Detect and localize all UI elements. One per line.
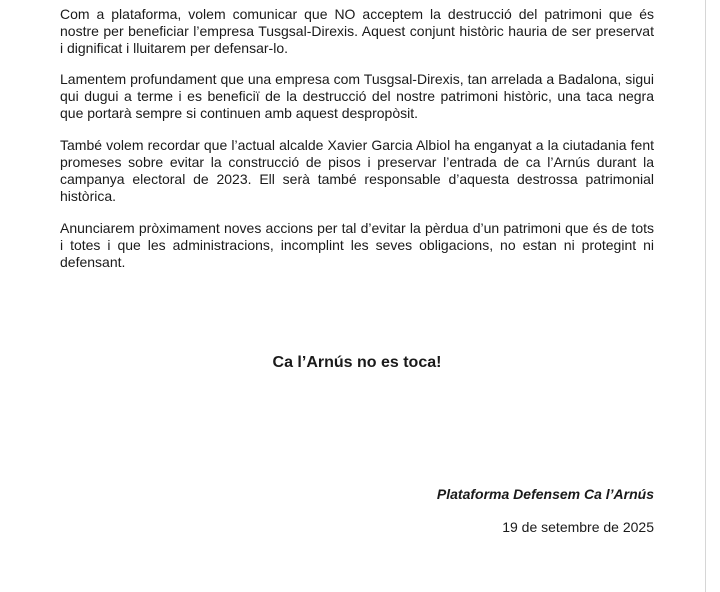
slogan: Ca l’Arnús no es toca! [272,354,442,371]
paragraph-2: Lamentem profundament que una empresa com Tusgsal-Direxis, tan arrelada a Badalona, sigui qui dugui a terme i es beneficiï de la destrucció del nostre patrimoni històric, una taca negra que portarà sempre si continuen amb aquest despropòsit. [60,71,654,121]
letter-date: 19 de setembre de 2025 [502,519,654,535]
letter-body [60,6,654,286]
signature: Plataforma Defensem Ca l’Arnús [436,486,654,502]
paragraph-3: També volem recordar que l’actual alcalde Xavier Garcia Albiol ha enganyat a la ciutadania fent promeses sobre evitar la construcció de pisos i preservar l’entrada de ca l’Arnús durant la campanya electoral de 2023. Ell serà també responsable d’aquesta destrossa patrimonial històrica. [60,137,654,204]
page-edge-divider [705,0,706,592]
paragraph-4: Anunciarem pròximament noves accions per tal d’evitar la pèrdua d’un patrimoni que és de tots i totes i que les administracions, incomplint les seves obligacions, no estan ni protegint ni defensant. [60,220,654,270]
paragraph-1: Com a plataforma, volem comunicar que NO acceptem la destrucció del patrimoni que és nostre per beneficiar l’empresa Tusgsal-Direxis. Aquest conjunt històric hauria de ser preservat i dignificat i lluitarem per defensar-lo. [60,6,654,56]
